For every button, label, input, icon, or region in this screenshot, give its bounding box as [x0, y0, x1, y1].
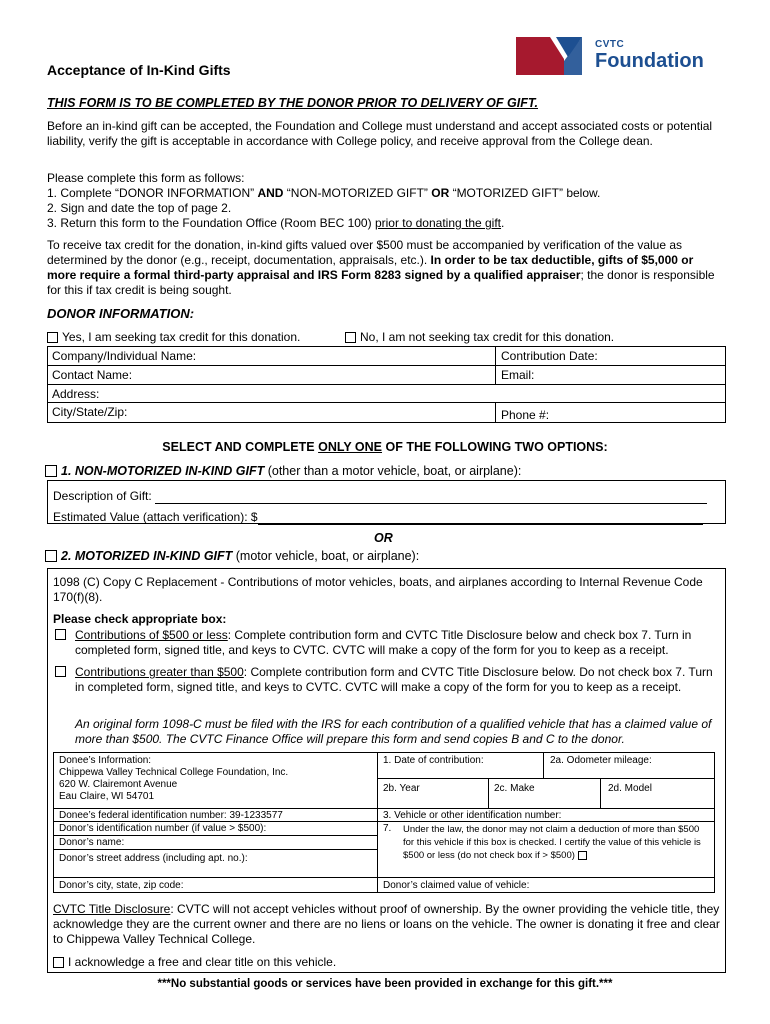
- irs-note: An original form 1098-C must be filed with the IRS for each contribution of a qualified vehicle that has a claimed value of more than $500. The CVTC Finance Office will prepare this form and send copies B and C to the donor.: [75, 717, 712, 746]
- box7-checkbox[interactable]: [578, 851, 587, 860]
- acknowledge-checkbox[interactable]: [53, 957, 64, 968]
- city-field[interactable]: City/State/Zip:: [52, 405, 128, 419]
- footer-note: ***No substantial goods or services have been provided in exchange for this gift.***: [157, 978, 613, 990]
- logo-cvtc: CVTC: [595, 39, 625, 50]
- logo-mark-icon: [516, 37, 584, 77]
- no-tax-option[interactable]: No, I am not seeking tax credit for this donation.: [345, 330, 614, 345]
- option1-heading[interactable]: 1. NON-MOTORIZED IN-KIND GIFT (other than a motor vehicle, boat, or airplane):: [45, 464, 521, 478]
- contribution-date-field[interactable]: Contribution Date:: [501, 349, 598, 363]
- no-checkbox[interactable]: [345, 332, 356, 343]
- choice2-checkbox[interactable]: [55, 666, 66, 677]
- subtitle: THIS FORM IS TO BE COMPLETED BY THE DONOR PRIOR TO DELIVERY OF GIFT.: [47, 96, 539, 110]
- check-heading: Please check appropriate box:: [53, 612, 227, 626]
- yes-checkbox[interactable]: [47, 332, 58, 343]
- option2-checkbox[interactable]: [45, 550, 57, 562]
- intro-paragraph: Before an in-kind gift can be accepted, the Foundation and College must understand and accept associated costs or potential liability, verify the gift is acceptable in accordance with College policy, and receive approval from the College dean.: [47, 119, 713, 148]
- description-field[interactable]: Description of Gift:: [53, 489, 707, 504]
- claimed-value[interactable]: Donor’s claimed value of vehicle:: [383, 880, 530, 891]
- donor-street[interactable]: Donor’s street address (including apt. no.):: [59, 853, 248, 864]
- donee-info: Donee’s Information: Chippewa Valley Technical College Foundation, Inc. 620 W. Clairemont Avenue Eau Claire, WI 54701: [59, 755, 289, 802]
- address-field[interactable]: Address:: [52, 387, 100, 401]
- donor-id[interactable]: Donor’s identification number (if value > $500):: [59, 823, 267, 834]
- title-disclosure: CVTC Title Disclosure: CVTC will not accept vehicles without proof of ownership. By the owner providing the vehicle title, they acknowledge they are the current owner and there are no liens or loans on the vehicle. The owner is donating it free and clear to Chippewa Valley Technical College.: [53, 902, 720, 946]
- form1098-intro: 1098 (C) Copy C Replacement - Contributions of motor vehicles, boats, and airplanes according to Internal Revenue Code 170(f)(8).: [53, 575, 703, 604]
- step-1: 1. Complete “DONOR INFORMATION” AND “NON-MOTORIZED GIFT” OR “MOTORIZED GIFT” below.: [47, 186, 601, 200]
- email-field[interactable]: Email:: [501, 368, 535, 382]
- donor-heading: DONOR INFORMATION:: [47, 306, 195, 321]
- choice1-checkbox[interactable]: [55, 629, 66, 640]
- vehicle-make[interactable]: 2c. Make: [494, 783, 535, 794]
- choice-greater-500[interactable]: Contributions greater than $500: Complete contribution form and CVTC Title Disclosure below. Do not check box 7. Turn in completed form, signed title, and keys to CVTC. CVTC will make a copy of the form for you to keep as a receipt.: [53, 665, 718, 695]
- select-heading: SELECT AND COMPLETE ONLY ONE OF THE FOLLOWING TWO OPTIONS:: [162, 440, 608, 454]
- vehicle-model[interactable]: 2d. Model: [608, 783, 652, 794]
- company-name-field[interactable]: Company/Individual Name:: [52, 349, 197, 363]
- phone-field[interactable]: Phone #:: [501, 408, 550, 422]
- option2-heading[interactable]: 2. MOTORIZED IN-KIND GIFT (motor vehicle, boat, or airplane):: [45, 549, 419, 563]
- donor-name[interactable]: Donor’s name:: [59, 837, 125, 848]
- cvtc-logo: [516, 37, 716, 77]
- or-label: OR: [374, 531, 393, 545]
- box7: 7. Under the law, the donor may not claim a deduction of more than $500 for this vehicle if this box is checked. I certify the value of this vehicle is $500 or less (do not check box if > $500): [383, 823, 701, 861]
- date-of-contribution[interactable]: 1. Date of contribution:: [383, 755, 484, 766]
- odometer-mileage[interactable]: 2a. Odometer mileage:: [550, 755, 652, 766]
- yes-tax-option[interactable]: Yes, I am seeking tax credit for this donation.: [47, 330, 300, 345]
- step-2: 2. Sign and date the top of page 2.: [47, 201, 232, 215]
- acknowledge-option[interactable]: I acknowledge a free and clear title on this vehicle.: [53, 955, 336, 970]
- steps: [47, 171, 727, 231]
- contact-name-field[interactable]: Contact Name:: [52, 368, 133, 382]
- donor-city[interactable]: Donor’s city, state, zip code:: [59, 880, 184, 891]
- vehicle-id[interactable]: 3. Vehicle or other identification number:: [383, 810, 562, 821]
- step-3: 3. Return this form to the Foundation Office (Room BEC 100) prior to donating the gift.: [47, 216, 505, 230]
- federal-id: Donee’s federal identification number: 39-1233577: [59, 810, 283, 821]
- tax-paragraph: To receive tax credit for the donation, in-kind gifts valued over $500 must be accompanied by verification of the value as determined by the donor (e.g., receipt, documentation, appraisals, etc.). In order to be tax deductible, gifts of $5,000 or more require a formal third-party appraisal and IRS Form 8283 signed by a qualified appraiser; the donor is responsible for this if tax credit is being sought.: [47, 238, 715, 297]
- estimated-value-field[interactable]: Estimated Value (attach verification): $: [53, 510, 703, 525]
- choice-500-or-less[interactable]: Contributions of $500 or less: Complete contribution form and CVTC Title Disclosure below and check box 7. Turn in completed form, signed title, and keys to CVTC. CVTC will make a copy of the form for you to keep as a receipt.: [53, 628, 718, 658]
- steps-intro: Please complete this form as follows:: [47, 171, 245, 185]
- page-title: Acceptance of In-Kind Gifts: [47, 62, 231, 78]
- logo-foundation: Foundation: [595, 50, 704, 72]
- vehicle-year[interactable]: 2b. Year: [383, 783, 420, 794]
- option1-checkbox[interactable]: [45, 465, 57, 477]
